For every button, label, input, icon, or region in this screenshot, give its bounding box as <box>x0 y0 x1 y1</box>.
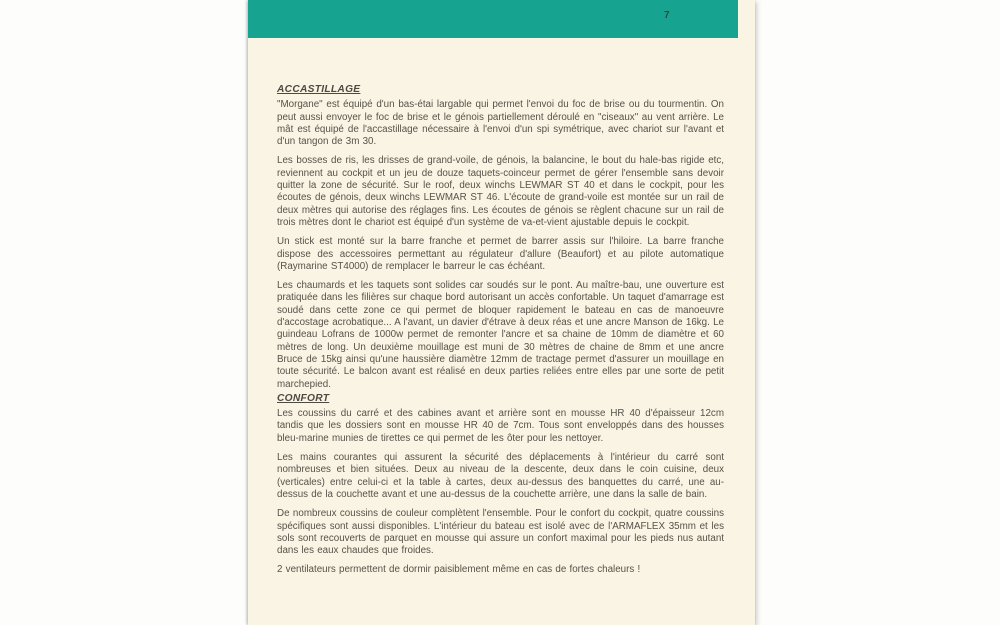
page-header-bar <box>248 0 738 38</box>
section-heading-confort: CONFORT <box>277 392 330 404</box>
paragraph: 2 ventilateurs permettent de dormir paisiblement même en cas de fortes chaleurs ! <box>277 564 641 576</box>
paragraph: Les chaumards et les taquets sont solides car soudés sur le pont. Au maître-bau, une ouverture est pratiquée dans les filières sur chaque bord autorisant un accès confortable. Un taquet d'amarrage est soudé dans cette zone ce qui permet de bloquer rapidement le bateau en cas de manoeuvre d'accostage acrobatique... A l'avant, un davier d'étrave à deux réas et une ancre Manson de 16kg. Le guindeau Lofrans de 1000w permet de remonter l'ancre et sa chaine de 10mm de diamètre et 60 mètres de long. Un deuxième mouillage est muni de 30 mètres de chaine de 8mm et une ancre Bruce de 15kg ainsi qu'une haussière diamètre 12mm de tractage permet d'assurer un mouillage en toute sécurité. Le balcon avant est réalisé en deux parties reliées entre elles par une sorte de petit marchepied. <box>277 280 724 390</box>
page-number: 7 <box>664 10 671 21</box>
paragraph: Un stick est monté sur la barre franche et permet de barrer assis sur l'hiloire. La barre franche dispose des accessoires permettant au régulateur d'allure (Beaufort) et au pilote automatique (Raymarine ST4000) de remplacer le barreur le cas échéant. <box>277 236 724 272</box>
paragraph: Les bosses de ris, les drisses de grand-voile, de génois, la balancine, le bout du hale-bas rigide etc, reviennent au cockpit et un jeu de douze taquets-coinceur permet de gérer l'ensemble sans devoir quitter la zone de sécurité. Sur le roof, deux winchs LEWMAR ST 40 et dans le cockpit, pour les écoutes de génois, deux winchs LEWMAR ST 46. L'écoute de grand-voile est montée sur un rail de deux mètres qui autorise des réglages fins. Les écoutes de génois se règlent chacune sur un rail de trois mètres dont le chariot est équipé d'un système de va-et-vient ajustable depuis le cockpit. <box>277 155 724 228</box>
paragraph: Les coussins du carré et des cabines avant et arrière sont en mousse HR 40 d'épaisseur 12cm tandis que les dossiers sont en mousse HR 40 de 7cm. Tous sont enveloppés dans des housses bleu-marine munies de tirettes ce qui permet de les ôter pour les nettoyer. <box>277 408 724 444</box>
section-heading-accastillage: ACCASTILLAGE <box>277 84 361 95</box>
document-page <box>248 0 755 625</box>
page-content <box>277 84 724 584</box>
paragraph: Les mains courantes qui assurent la sécurité des déplacements à l'intérieur du carré sont nombreuses et bien situées. Deux au niveau de la descente, deux dans le coin cuisine, deux (verticales) entre celui-ci et la table à cartes, deux au-dessus des banquettes du carré, une au-dessus de la couchette avant et une au-dessus de la couchette arrière, une dans la salle de bain. <box>277 452 724 500</box>
paragraph: "Morgane" est équipé d'un bas-étai largable qui permet l'envoi du foc de brise ou du tourmentin. On peut aussi envoyer le foc de brise et le génois partiellement déroulé en "ciseaux" au vent arrière. Le mât est équipé de l'accastillage nécessaire à l'envoi d'un spi symétrique, avec chariot sur l'avant et d'un tangon de 3m 30. <box>277 99 724 148</box>
paragraph: De nombreux coussins de couleur complètent l'ensemble. Pour le confort du cockpit, quatre coussins spécifiques sont aussi disponibles. L'intérieur du bateau est isolé avec de l'ARMAFLEX 35mm et les sols sont recouverts de parquet en mousse qui assure un confort maximal pour les pieds nus autant dans les eaux chaudes que froides. <box>277 508 724 557</box>
